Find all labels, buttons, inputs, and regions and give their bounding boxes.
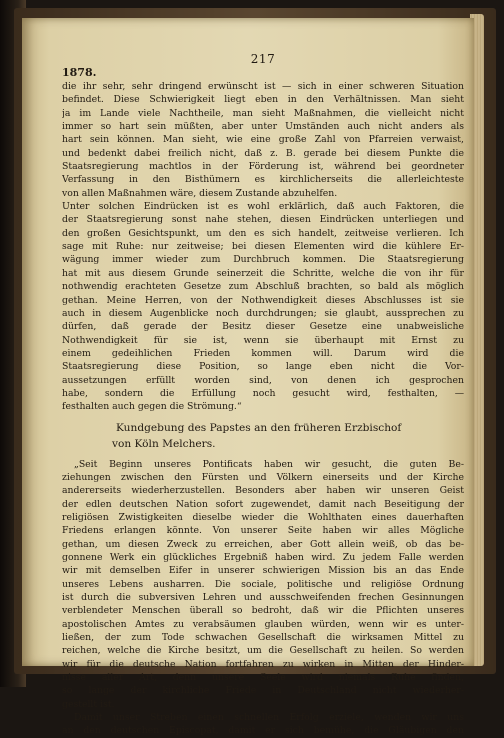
text-line: ließen, der zum Tode schwachen Gesellschaft die wirksamen Mittel zu — [62, 632, 464, 644]
text-line: ja im Lande viele Nachtheile, man sieht Maßnahmen, die vielleicht nicht — [62, 107, 464, 119]
text-line: Staatsregierung machtlos in der Förderung ist, während bei geordneter — [62, 161, 464, 173]
text-line: andererseits wiederherzustellen. Besonders aber haben wir unseren Geist — [62, 485, 464, 497]
text-line: gonnene Werk ein glückliches Ergebniß haben wird. Zu jedem Falle werden — [62, 552, 464, 563]
page-body — [62, 80, 464, 738]
text-line: Unter solchen Eindrücken ist es wohl erklärlich, daß auch Faktoren, die — [62, 201, 464, 213]
text-line: an den deutschen Episcopat, damit er sich bemühe, die Gläubigen den — [62, 725, 464, 737]
page-year-header: 1878. — [62, 66, 97, 79]
text-line: auch in diesem Augenblicke noch durchdrungen; sie glaubt, aussprechen zu — [62, 307, 464, 319]
text-line: apostolischen Amtes zu verabsäumen glauben würden, wenn wir es unter- — [62, 618, 464, 630]
text-line: sage mit Ruhe: nur zeitweise; bei diesen Elementen wird die kühlere Er- — [62, 241, 464, 253]
text-line: und bedenkt dabei freilich nicht, daß z. B. gerade bei diesem Punkte die — [62, 147, 464, 159]
text-line: gestellt ist. — [62, 698, 115, 710]
text-line: Staatsregierung diese Position, so lange eben nicht die Vor- — [62, 361, 464, 373]
paragraph-papal-letter — [62, 458, 464, 712]
section-heading-line: Kundgebung des Papstes an den früheren Erzbischof — [116, 421, 402, 434]
text-line: Nothwendigkeit für sie ist, wenn sie überhaupt mit Ernst zu — [62, 334, 464, 346]
page-number: 217 — [250, 52, 276, 66]
text-line: die ihr sehr, sehr dringend erwünscht ist — sich in einer schweren Situation — [62, 81, 464, 92]
text-line: gethan, um diesen Zweck zu erreichen, aber Gott allein weiß, ob das be- — [62, 538, 464, 550]
paragraph-continuation — [62, 711, 464, 738]
text-line: einem gedeihlichen Frieden kommen will. Darum wird die — [62, 347, 464, 359]
text-line: reichen, welche die Kirche besitzt, um die Gesellschaft zu heilen. So werden — [62, 645, 464, 657]
text-line: der edlen deutschen Nation sofort zugewendet, damit nach Beseitigung der — [62, 498, 464, 510]
paragraph-speech — [62, 80, 464, 414]
text-line: wägung immer wieder zum Durchbruch kommen. Die Staatsregierung — [62, 254, 464, 266]
text-line: religiösen Zwistigkeiten dieselbe wieder die Wohlthaten eines dauerhaften — [62, 511, 464, 523]
text-line: verblendeter Menschen überall so bedroht, daß wir die Pflichten unseres — [62, 605, 464, 617]
text-line: hat mit aus diesem Grunde seinerzeit die Schritte, welche die von ihr für — [62, 267, 464, 279]
text-line: ziehungen zwischen den Fürsten und Völkern einerseits und der Kirche — [62, 471, 464, 483]
text-line: wir für die deutsche Nation fortfahren zu wirken in Mitten der Hinder- — [62, 658, 464, 670]
text-line: nothwendig erachteten Gesetze zum Abschluß brachten, so bald als möglich — [62, 281, 464, 293]
text-line: „Seit Beginn unseres Pontificats haben wir gesucht, die guten Be- — [74, 458, 464, 470]
book-page — [22, 18, 474, 737]
text-line: immer so hart sein müßten, aber unter Umständen auch nicht anders als — [62, 121, 464, 133]
text-line: dürfen, daß gerade der Besitz dieser Gesetze eine unabweisliche — [62, 321, 464, 333]
section-heading-line: von Köln Melchers. — [112, 437, 216, 450]
text-line: hart sein können. Man sieht, wie eine große Zahl von Pfarreien verwaist, — [62, 134, 464, 146]
text-line: gethan. Meine Herren, von der Nothwendigkeit dieses Abschlusses ist sie — [62, 294, 464, 306]
text-line: wir mit demselben Eifer in unserer schwierigen Mission bis an das Ende — [62, 565, 464, 577]
text-line: unseres Lebens ausharren. Die sociale, politische und religiöse Ordnung — [62, 578, 464, 590]
text-line: von allen Maßnahmen wäre, diesem Zustande abzuhelfen. — [62, 187, 338, 199]
text-line: habe, sondern die Erfüllung noch gesucht wird, festhalten, — — [62, 387, 464, 399]
text-line: festhalten auch gegen die Strömung.“ — [62, 401, 242, 413]
text-line: befindet. Diese Schwierigkeit liegt eben in den Verhältnissen. Man sieht — [62, 94, 464, 106]
text-line: Damit unser Streben einen schnellen Erfolg erziele, wenden wir uns — [74, 712, 464, 724]
text-line: so lange der kirchliche Friede in Deutschland nicht wiederher- — [62, 685, 464, 697]
section-heading — [62, 420, 464, 452]
text-line: nisse aller Art, denn unsere Seele wird niemals Ruhe finden, — [62, 672, 464, 684]
text-line: Verfassung in den Bisthümern es kirchlicherseits die allerleichteste — [62, 174, 464, 186]
text-line: der Staatsregierung sonst nahe stehen, diesen Eindrücken unterliegen und — [62, 214, 464, 226]
text-line: Friedens erlangen könnte. Von unserer Seite haben wir alles Mögliche — [62, 525, 464, 537]
text-line: den großen Gesichtspunkt, um den es sich handelt, zeitweise verlieren. Ich — [62, 227, 464, 239]
text-line: aussetzungen erfüllt worden sind, von denen ich gesprochen — [62, 374, 464, 386]
text-line: ist durch die subversiven Lehren und ausschweifenden frechen Gesinnungen — [62, 592, 464, 604]
